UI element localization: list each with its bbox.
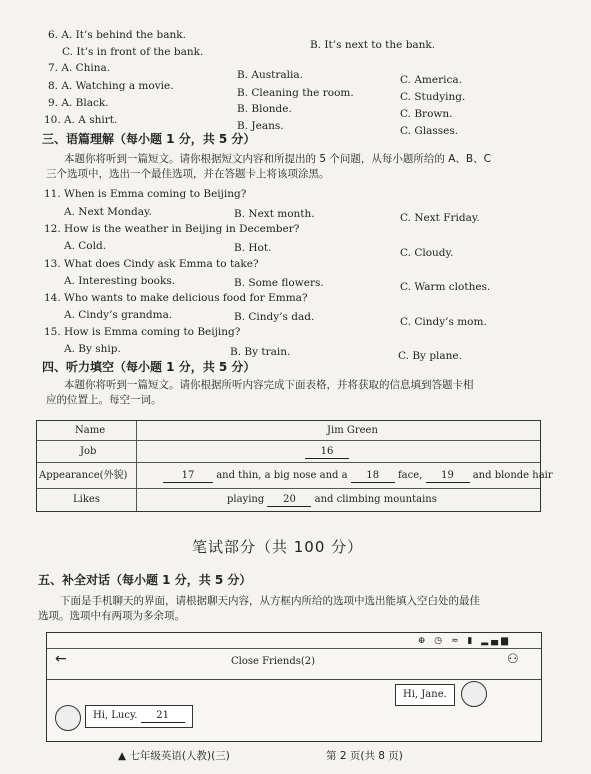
q11-option-c: C. Next Friday. xyxy=(400,212,480,224)
section3-instructions: 本题你将听到一篇短文。请你根据短文内容和所提出的 5 个问题，从每小题所给的 A、B、C 三个选项中，选出一个最佳选项，并在答题卡上将该项涂黑。 xyxy=(46,153,491,180)
q9-option-b: B. Blonde. xyxy=(237,103,292,115)
q12-option-c: C. Cloudy. xyxy=(400,247,454,259)
q9-option-a: 9. A. Black. xyxy=(48,97,109,109)
table-name-label: Name xyxy=(75,425,106,436)
footer-book-title: ▲ 七年级英语(人教)(三) xyxy=(118,750,230,762)
jane-avatar xyxy=(461,681,487,707)
q8-option-b: B. Cleaning the room. xyxy=(237,87,354,99)
q14-option-b: B. Cindy’s dad. xyxy=(234,311,315,323)
written-part-title: 笔试部分（共 100 分） xyxy=(192,538,364,556)
q13-option-c: C. Warm clothes. xyxy=(400,281,491,293)
table-appearance-label: Appearance(外貌) xyxy=(39,470,128,481)
q12-question: 12. How is the weather in Beijing in December? xyxy=(44,223,300,235)
back-arrow-icon[interactable]: ← xyxy=(55,651,67,667)
section5-title: 五、补全对话（每小题 1 分，共 5 分） xyxy=(38,573,252,587)
table-likes-value: playing 20 and climbing mountains xyxy=(227,494,437,505)
q7-option-a: 7. A. China. xyxy=(48,62,111,74)
message-left: Hi, Lucy. 21 xyxy=(85,705,193,728)
q14-option-c: C. Cindy’s mom. xyxy=(400,316,487,328)
q7-option-b: B. Australia. xyxy=(237,69,303,81)
chat-title: Close Friends(2) xyxy=(231,656,316,667)
q13-option-b: B. Some flowers. xyxy=(234,277,324,289)
q13-question: 13. What does Cindy ask Emma to take? xyxy=(44,258,259,270)
q11-option-a: A. Next Monday. xyxy=(64,206,152,218)
q8-option-c: C. Studying. xyxy=(400,91,466,103)
q15-option-b: B. By train. xyxy=(230,346,291,358)
section3-title: 三、语篇理解（每小题 1 分，共 5 分） xyxy=(42,132,256,146)
q6-option-c: C. It’s in front of the bank. xyxy=(62,46,204,58)
table-name-value: Jim Green xyxy=(327,425,378,436)
section4-instructions: 本题你将听到一篇短文。请你根据所听内容完成下面表格，并将获取的信息填到答题卡相 应的位置上。每空一词。 xyxy=(46,379,474,406)
table-appearance-value: 17 and thin, a big nose and a 18 face, 19 and blonde hair xyxy=(163,470,553,483)
q10-option-a: 10. A. A shirt. xyxy=(44,114,118,126)
q6-option-a: 6. A. It’s behind the bank. xyxy=(48,29,186,41)
message-right: Hi, Jane. xyxy=(395,684,455,706)
section4-title: 四、听力填空（每小题 1 分，共 5 分） xyxy=(42,360,256,374)
q15-option-c: C. By plane. xyxy=(398,350,462,362)
table-job-blank: 16 xyxy=(305,446,349,459)
q15-option-a: A. By ship. xyxy=(64,343,121,355)
q11-question: 11. When is Emma coming to Beijing? xyxy=(44,188,247,200)
chat-window xyxy=(46,632,542,742)
info-table xyxy=(36,420,553,512)
q10-option-c: C. Glasses. xyxy=(400,125,459,137)
q14-question: 14. Who wants to make delicious food for Emma? xyxy=(44,292,308,304)
q8-option-a: 8. A. Watching a movie. xyxy=(48,80,174,92)
status-bar-icons: ⊕ ◷ ≈ ▮ ▂▄▆ xyxy=(417,636,511,646)
q14-option-a: A. Cindy’s grandma. xyxy=(64,309,173,321)
q13-option-a: A. Interesting books. xyxy=(64,275,176,287)
footer-page-number: 第 2 页(共 8 页) xyxy=(326,750,403,762)
lucy-avatar xyxy=(55,705,81,731)
q12-option-a: A. Cold. xyxy=(64,240,107,252)
table-job-label: Job xyxy=(80,446,97,457)
q11-option-b: B. Next month. xyxy=(234,208,315,220)
q6-option-b: B. It’s next to the bank. xyxy=(310,39,436,51)
q12-option-b: B. Hot. xyxy=(234,242,272,254)
table-likes-label: Likes xyxy=(73,494,100,505)
section5-instructions: 下面是手机聊天的界面，请根据聊天内容，从方框内所给的选项中选出能填入空白处的最佳 选项。选项中有两项为多余项。 xyxy=(38,595,480,622)
q15-question: 15. How is Emma coming to Beijing? xyxy=(44,326,241,338)
q7-option-c: C. America. xyxy=(400,74,462,86)
contacts-icon[interactable]: ⚇ xyxy=(507,652,519,667)
q9-option-c: C. Brown. xyxy=(400,108,453,120)
q10-option-b: B. Jeans. xyxy=(237,120,284,132)
